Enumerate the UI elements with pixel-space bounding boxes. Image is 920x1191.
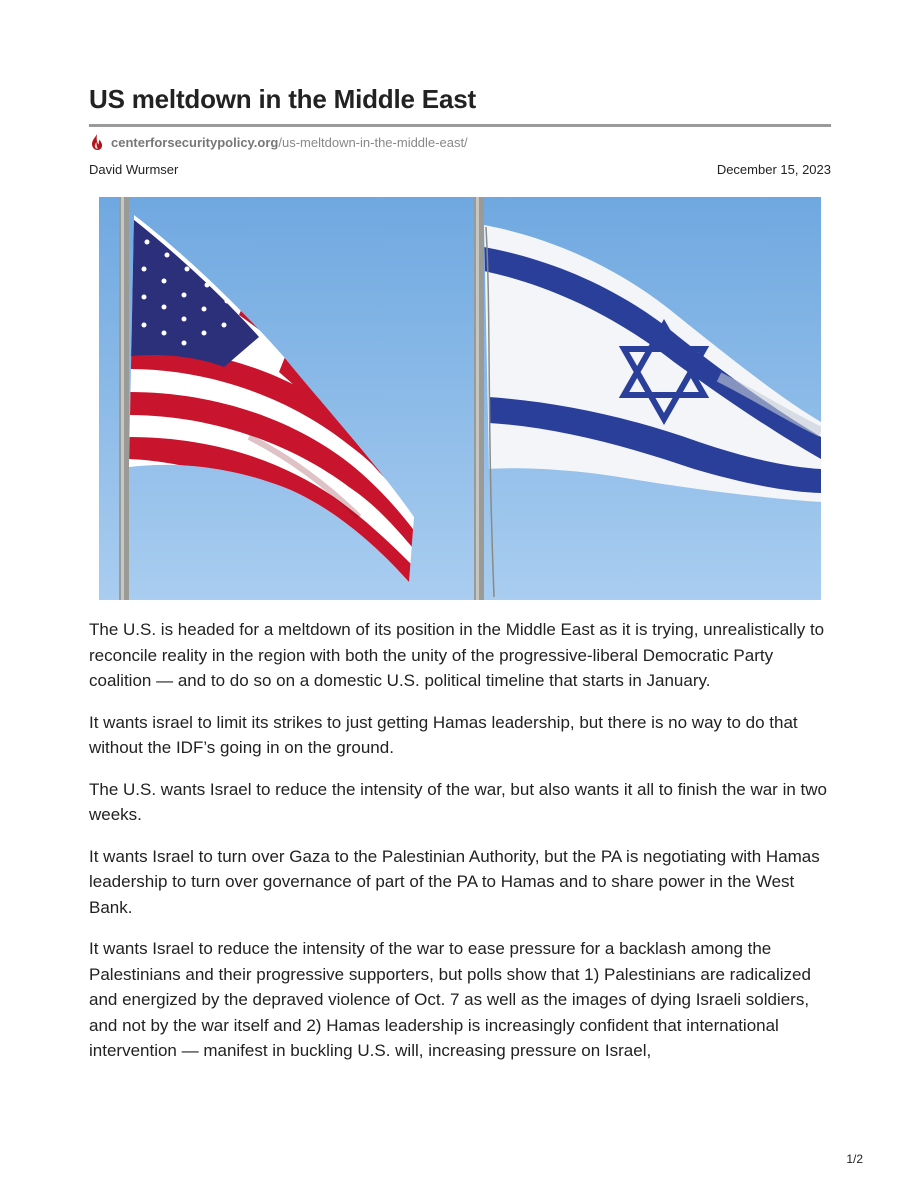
source-domain-link[interactable]: centerforsecuritypolicy.org [111,134,279,150]
source-path: /us-meltdown-in-the-middle-east/ [278,134,468,150]
flags-photo-icon [99,197,821,600]
article-body [89,617,831,1080]
flame-favicon-icon [89,133,105,151]
title-divider [89,124,831,127]
author-name: David Wurmser [89,162,179,177]
paragraph: It wants Israel to reduce the intensity of the war to ease pressure for a backlash among the Palestinians and their progressive supporters, but polls show that 1) Palestinians are radicalized and energized by the depraved violence of Oct. 7 as well as the images of dying Israeli soldiers, and not by the war itself and 2) Hamas leadership is increasingly confident that international intervention — manifest in buckling U.S. will, increasing pressure on Israel, [89,939,811,1060]
publish-date: December 15, 2023 [716,162,831,177]
paragraph: It wants Israel to turn over Gaza to the Palestinian Authority, but the PA is negotiating with Hamas leadership to turn over governance of part of the PA to Hamas and to share power in the West Bank. [89,846,820,917]
page-number: 1/2 [846,1152,863,1166]
hero-image [99,197,821,600]
paragraph: The U.S. is headed for a meltdown of its position in the Middle East as it is trying, unrealistically to reconcile reality in the region with both the unity of the progressive-liberal Democratic Party coalition — and to do so on a domestic U.S. political timeline that starts in January. [89,620,825,690]
paragraph: The U.S. wants Israel to reduce the intensity of the war, but also wants it all to finish the war in two weeks. [89,779,827,824]
article-title: US meltdown in the Middle East [89,84,476,114]
paragraph: It wants israel to limit its strikes to just getting Hamas leadership, but there is no way to do that without the IDF’s going in on the ground. [89,712,798,757]
source-line [89,133,468,151]
